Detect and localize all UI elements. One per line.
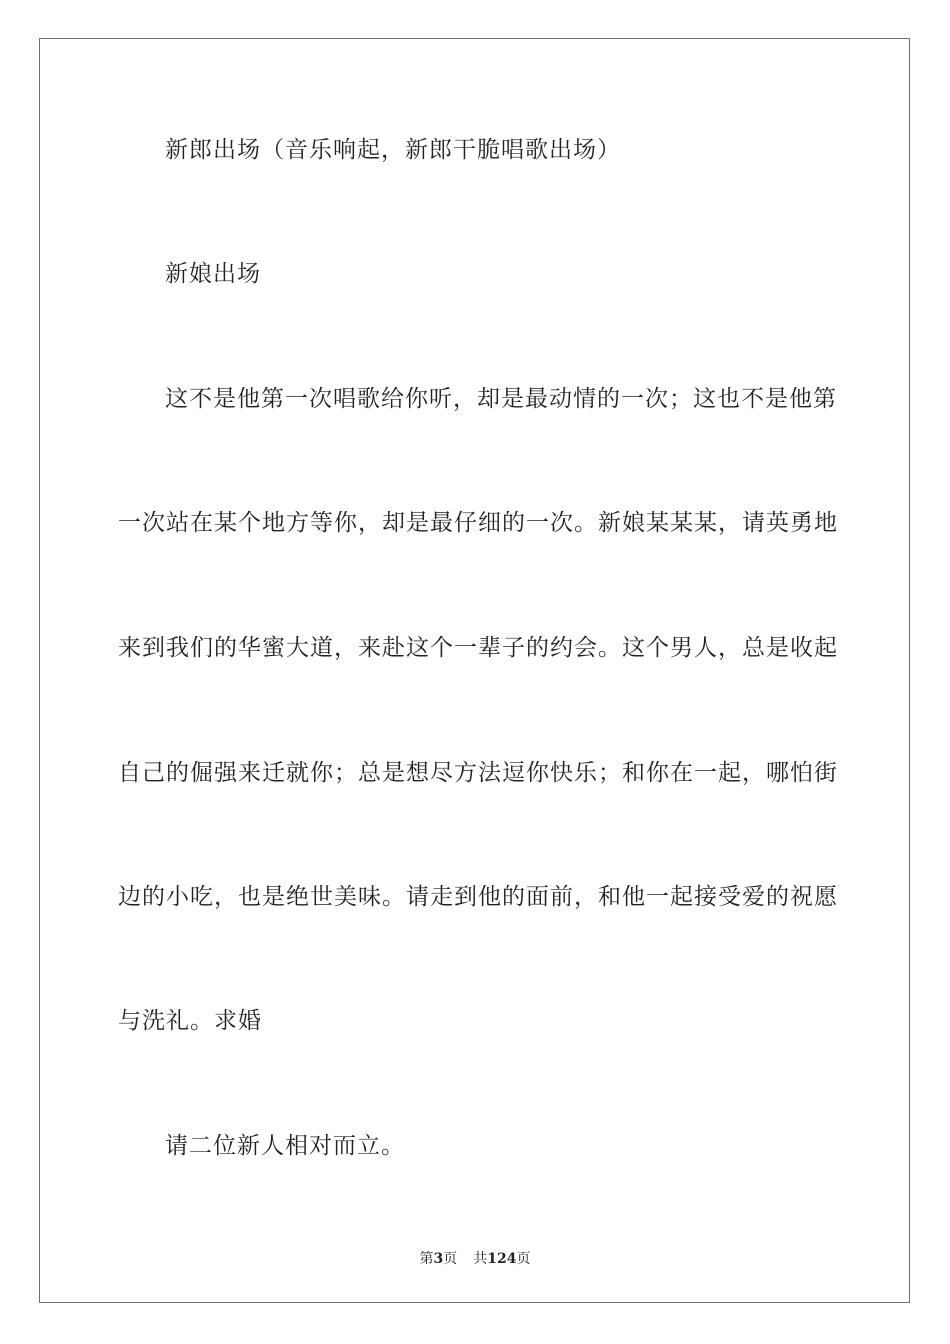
page-border — [39, 38, 910, 1303]
line-groom-entrance: 新郎出场（音乐响起，新郎干脆唱歌出场） — [165, 137, 621, 163]
body-line-1: 这不是他第一次唱歌给你听，却是最动情的一次；这也不是他第 — [165, 386, 837, 412]
page-suffix: 页 — [443, 1251, 458, 1267]
total-prefix: 共 — [473, 1251, 488, 1267]
line-bride-entrance: 新娘出场 — [165, 261, 261, 287]
body-line-4: 自己的倔强来迁就你；总是想尽方法逗你快乐；和你在一起，哪怕街 — [118, 760, 838, 786]
body-line-6: 与洗礼。求婚 — [118, 1008, 262, 1034]
body-line-5: 边的小吃，也是绝世美味。请走到他的面前，和他一起接受爱的祝愿 — [118, 884, 838, 910]
body-line-2: 一次站在某个地方等你，却是最仔细的一次。新娘某某某，请英勇地 — [118, 510, 838, 536]
page-footer — [0, 1248, 950, 1268]
page-prefix: 第 — [419, 1251, 434, 1267]
total-suffix: 页 — [516, 1251, 531, 1267]
page-number: 3 — [433, 1251, 444, 1267]
line-face-each-other: 请二位新人相对而立。 — [165, 1133, 405, 1159]
total-pages: 124 — [487, 1251, 517, 1267]
body-line-3: 来到我们的华蜜大道，来赴这个一辈子的约会。这个男人，总是收起 — [118, 635, 838, 661]
